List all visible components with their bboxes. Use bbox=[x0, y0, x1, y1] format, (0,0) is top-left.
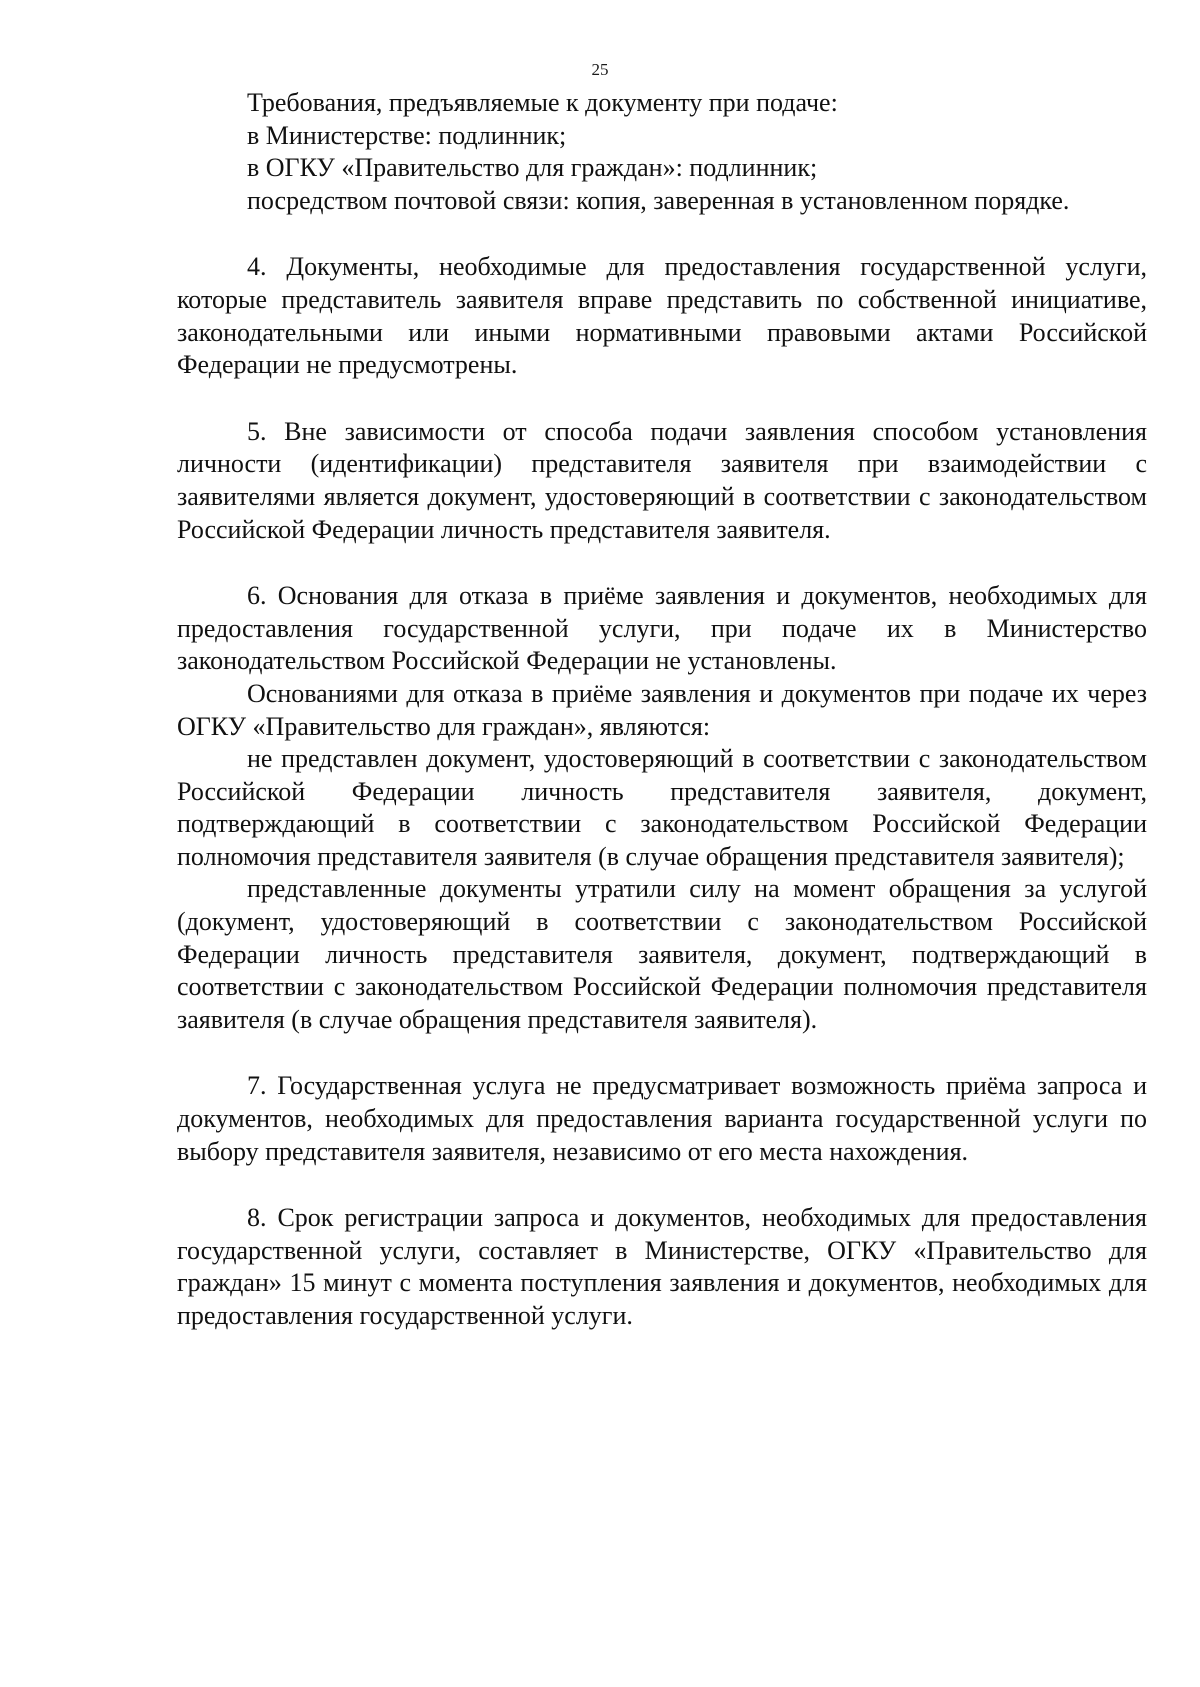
paragraph-6-grounds: Основаниями для отказа в приёме заявления и документов при подаче их через ОГКУ «Правительство для граждан», являются: bbox=[177, 678, 1147, 741]
requirement-ogku: в ОГКУ «Правительство для граждан»: подлинник; bbox=[247, 153, 818, 183]
requirements-heading: Требования, предъявляемые к документу при подаче: bbox=[247, 88, 838, 117]
paragraph-6: 6. Основания для отказа в приёме заявления и документов, необходимых для предоставления государственной услуги, при подаче их в Министерство законодательством Российской Федерации не установлены. bbox=[177, 581, 1147, 676]
requirement-ministry: в Министерстве: подлинник; bbox=[247, 120, 567, 150]
paragraph-7: 7. Государственная услуга не предусматривает возможность приёма запроса и документов, необходимых для предоставления варианта государственной услуги по выбору представителя заявителя, независимо от его места нахождения. bbox=[177, 1071, 1147, 1166]
paragraph-gap bbox=[177, 1168, 1147, 1202]
paragraph-gap bbox=[177, 1036, 1147, 1070]
paragraph-6-item-1: не представлен документ, удостоверяющий в соответствии с законодательством Российской Федерации личность представителя заявителя, документ, подтверждающий в соответствии с законодательством Российской Федерации полномочия представителя заявителя (в случае обращения представителя заявителя); bbox=[177, 744, 1147, 871]
paragraph-4: 4. Документы, необходимые для предоставления государственной услуги, которые представитель заявителя вправе представить по собственной инициативе, законодательными или иными нормативными правовыми актами Российской Федерации не предусмотрены. bbox=[177, 252, 1147, 380]
paragraph-gap bbox=[177, 382, 1147, 416]
paragraph-6-item-2: представленные документы утратили силу на момент обращения за услугой (документ, удостоверяющий в соответствии с законодательством Российской Федерации личность представителя заявителя, документ, подтверждающий в соответствии с законодательством Российской Федерации полномочия представителя заявителя (в случае обращения представителя заявителя). bbox=[177, 874, 1147, 1034]
requirement-post: посредством почтовой связи: копия, заверенная в установленном порядке. bbox=[247, 185, 1070, 215]
paragraph-gap bbox=[177, 546, 1147, 580]
paragraph-8: 8. Срок регистрации запроса и документов, необходимых для предоставления государственной услуги, составляет в Министерстве, ОГКУ «Правительство для граждан» 15 минут с момента поступления заявления и документов, необходимых для предоставления государственной услуги. bbox=[177, 1203, 1147, 1330]
document-body bbox=[177, 87, 1147, 1333]
page-number: 25 bbox=[591, 60, 609, 79]
paragraph-5: 5. Вне зависимости от способа подачи заявления способом установления личности (идентификации) представителя заявителя при взаимодействии с заявителями является документ, удостоверяющий в соответствии с законодательством Российской Федерации личность представителя заявителя. bbox=[177, 416, 1147, 544]
paragraph-gap bbox=[177, 217, 1147, 251]
